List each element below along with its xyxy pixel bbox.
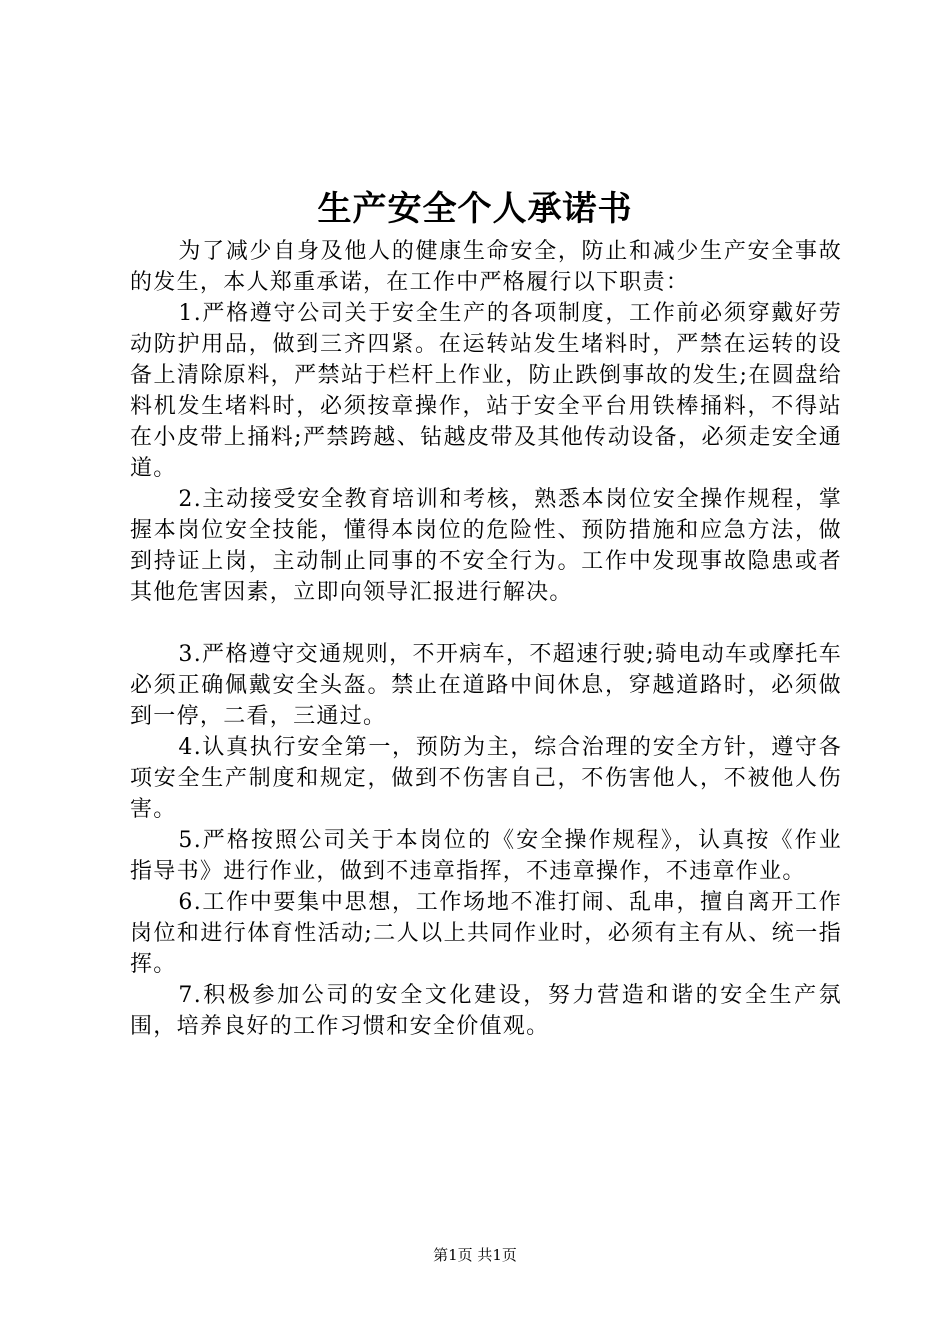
commitment-item-6: 6.工作中要集中思想，工作场地不准打闹、乱串，擅自离开工作岗位和进行体育性活动;二人以上共同作业时，必须有主有从、统一指挥。	[130, 890, 842, 977]
commitment-item-5: 5.严格按照公司关于本岗位的《安全操作规程》，认真按《作业指导书》进行作业，做到不违章指挥，不违章操作，不违章作业。	[130, 828, 842, 884]
intro-paragraph: 为了减少自身及他人的健康生命安全，防止和减少生产安全事故的发生，本人郑重承诺，在工作中严格履行以下职责：	[130, 239, 842, 295]
commitment-item-4: 4.认真执行安全第一，预防为主，综合治理的安全方针，遵守各项安全生产制度和规定，做到不伤害自己，不伤害他人，不被他人伤害。	[130, 735, 842, 822]
commitment-item-2: 2.主动接受安全教育培训和考核，熟悉本岗位安全操作规程，掌握本岗位安全技能，懂得本岗位的危险性、预防措施和应急方法，做到持证上岗，主动制止同事的不安全行为。工作中发现事故隐患或者其他危害因素，立即向领导汇报进行解决。	[130, 487, 842, 605]
commitment-item-1: 1.严格遵守公司关于安全生产的各项制度，工作前必须穿戴好劳动防护用品，做到三齐四紧。在运转站发生堵料时，严禁在运转的设备上清除原料，严禁站于栏杆上作业，防止跌倒事故的发生;在圆盘给料机发生堵料时，必须按章操作，站于安全平台用铁棒捅料，不得站在小皮带上捅料;严禁跨越、钻越皮带及其他传动设备，必须走安全通道。	[130, 301, 842, 481]
commitment-item-7: 7.积极参加公司的安全文化建设，努力营造和谐的安全生产氛围，培养良好的工作习惯和安全价值观。	[130, 983, 842, 1039]
document-title: 生产安全个人承诺书	[317, 189, 633, 229]
document-body	[130, 236, 842, 1042]
commitment-item-3: 3.严格遵守交通规则，不开病车，不超速行驶;骑电动车或摩托车必须正确佩戴安全头盔。禁止在道路中间休息，穿越道路时，必须做到一停，二看，三通过。	[130, 642, 842, 729]
page-number-footer: 第1页 共1页	[433, 1246, 517, 1264]
